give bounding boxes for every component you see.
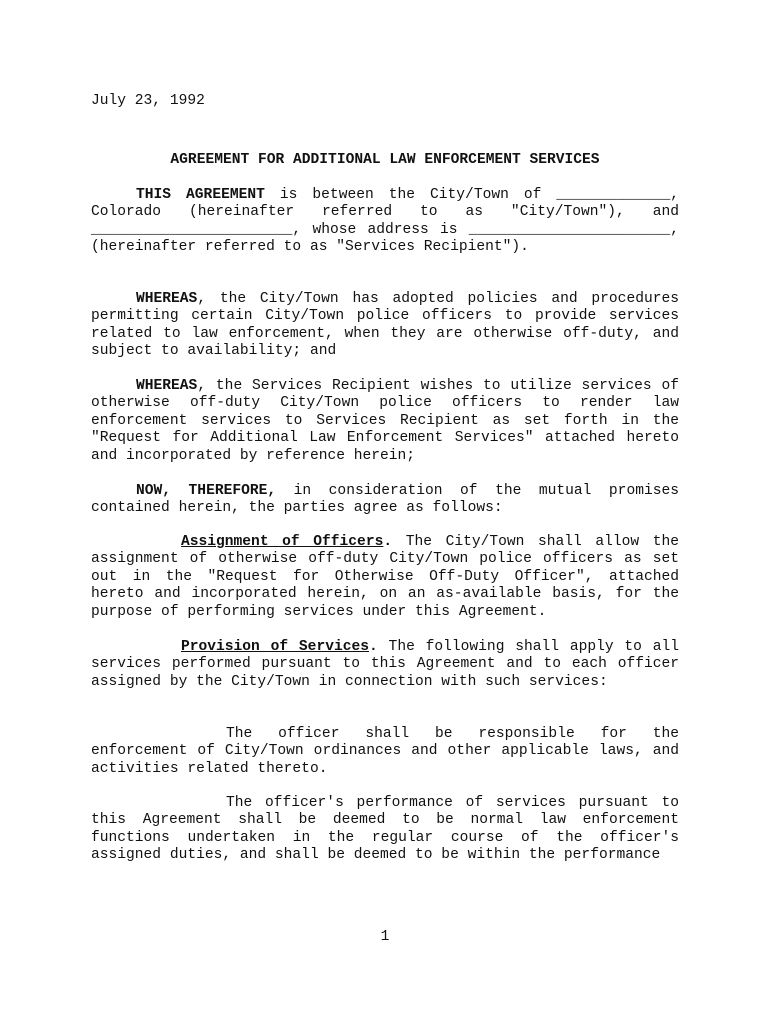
- whereas-paragraph-2: [91, 378, 679, 465]
- page-number: 1: [380, 929, 390, 945]
- whereas-2-lead: WHEREAS: [136, 378, 198, 394]
- section-1-heading-punct: .: [383, 534, 393, 550]
- now-therefore-paragraph: [91, 483, 679, 518]
- subsection-paragraph-1: The officer shall be responsible for the enforcement of City/Town ordinances and other applicable laws, and activities related thereto.: [91, 726, 679, 777]
- document-title: AGREEMENT FOR ADDITIONAL LAW ENFORCEMENT SERVICES: [170, 152, 600, 168]
- section-2-heading: Provision of Services: [181, 639, 369, 655]
- now-therefore-lead: NOW, THEREFORE,: [136, 483, 277, 499]
- section-2-text: The following shall apply to all services performed pursuant to this Agreement and to each officer assigned by the City/Town in connection with such services:: [91, 639, 679, 690]
- now-therefore-text: in consideration of the mutual promises contained herein, the parties agree as follows:: [91, 483, 679, 517]
- whereas-1-lead: WHEREAS: [136, 291, 198, 307]
- section-1-heading: Assignment of Officers: [181, 534, 384, 550]
- section-1-text: The City/Town shall allow the assignment of otherwise off-duty City/Town police officers as set out in the "Request for Otherwise Off-Duty Officer", attached hereto and incorporated herein, on an as-available basis, for the purpose of performing services under this Agreement.: [91, 534, 680, 620]
- whereas-2-text: , the Services Recipient wishes to utilize services of otherwise off-duty City/Town police officers to render law enforcement services to Services Recipient as set forth in the "Request for Additional Law Enforcement Services" attached hereto and incorporated by reference herein;: [91, 378, 679, 464]
- subsection-paragraph-2: The officer's performance of services pursuant to this Agreement shall be deemed to be normal law enforcement functions undertaken in the regular course of the officer's assigned duties, and shall be deemed to be within the performance: [91, 795, 679, 864]
- document-date: July 23, 1992: [91, 93, 205, 109]
- intro-paragraph: [91, 187, 679, 257]
- whereas-paragraph-1: [91, 291, 679, 361]
- whereas-1-text: , the City/Town has adopted policies and procedures permitting certain City/Town police officers to provide services related to law enforcement, when they are otherwise off-duty, and subject to availability; and: [91, 291, 679, 360]
- section-assignment-of-officers: [91, 534, 679, 621]
- section-provision-of-services: [91, 639, 679, 691]
- intro-lead: THIS AGREEMENT: [136, 187, 265, 203]
- intro-text: is between the City/Town of _____________, Colorado (hereinafter referred to as "City/Town"), and _______________________, whose address is _______________________, (hereinafter referred to as "Services Recipient").: [91, 187, 679, 256]
- section-2-heading-punct: .: [369, 639, 378, 655]
